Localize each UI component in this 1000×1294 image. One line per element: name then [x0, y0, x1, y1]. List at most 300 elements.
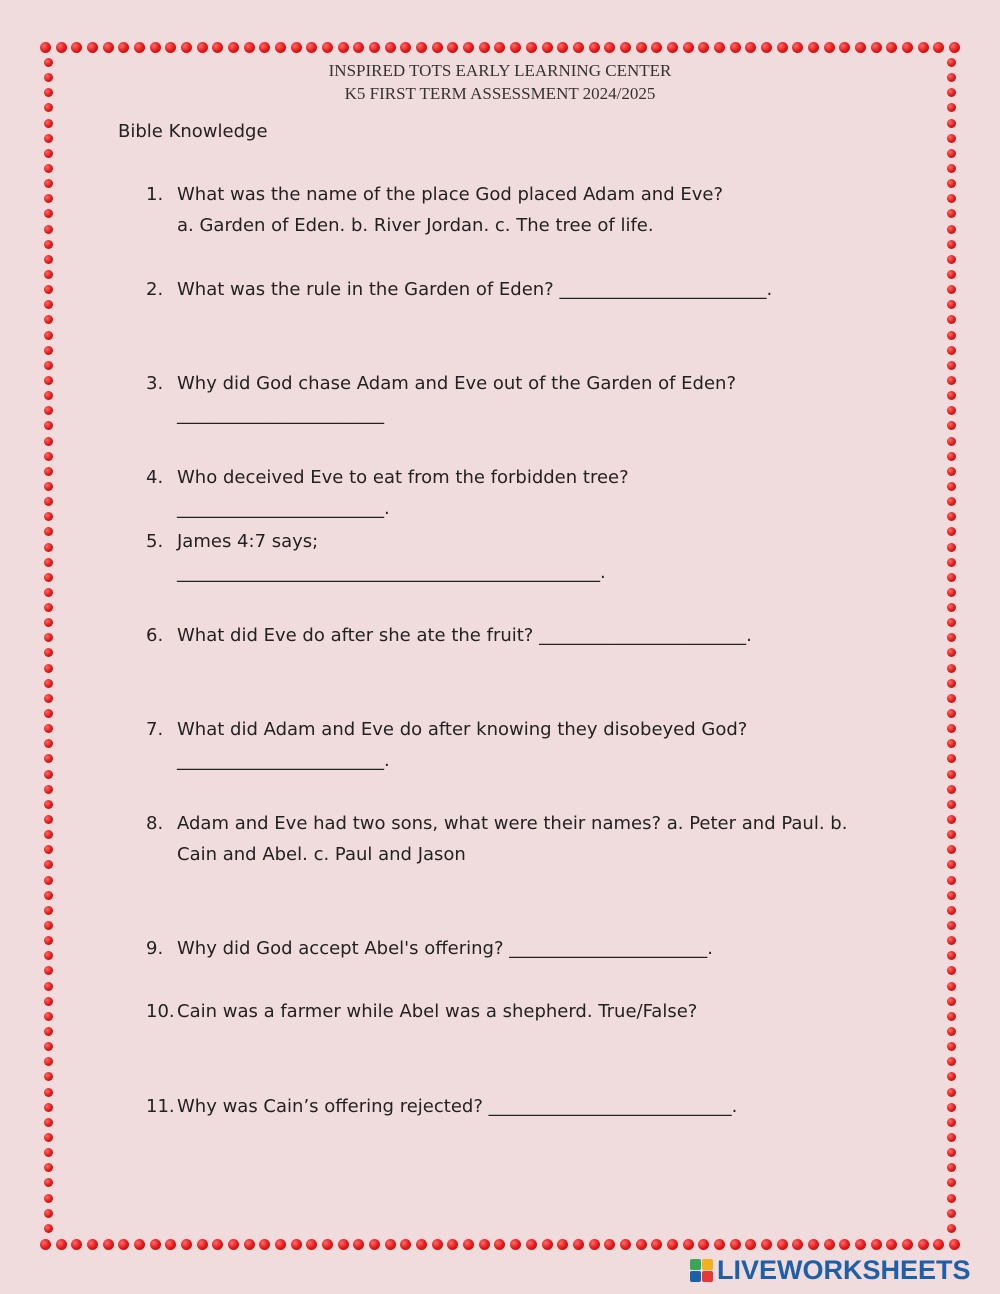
question-text: Why did God accept Abel's offering? ______________________.: [177, 938, 713, 959]
border-bead: [44, 1012, 53, 1021]
border-bead: [683, 1239, 694, 1250]
border-bead: [947, 255, 956, 264]
border-bead: [463, 42, 474, 53]
border-bead: [44, 860, 53, 869]
question-text: Who deceived Eve to eat from the forbidden tree?: [177, 467, 629, 488]
border-bead: [947, 951, 956, 960]
question-number: 3.: [146, 373, 164, 394]
question-text: Why was Cain’s offering rejected? ___________________________.: [177, 1096, 738, 1117]
border-bead: [44, 1209, 53, 1218]
border-bead: [44, 467, 53, 476]
border-bead: [933, 1239, 944, 1250]
border-bead: [947, 966, 956, 975]
border-bead: [947, 906, 956, 915]
border-bead: [947, 754, 956, 763]
border-bead: [683, 42, 694, 53]
border-bead: [369, 42, 380, 53]
border-bead: [871, 42, 882, 53]
border-bead: [44, 664, 53, 673]
border-bead: [947, 270, 956, 279]
border-bead: [947, 315, 956, 324]
question-2: [146, 274, 866, 305]
border-bead: [463, 1239, 474, 1250]
question-number: 10.: [146, 1001, 175, 1022]
border-bead: [212, 42, 223, 53]
border-bead: [871, 1239, 882, 1250]
border-bead: [947, 225, 956, 234]
border-bead: [322, 1239, 333, 1250]
border-bead: [886, 42, 897, 53]
border-bead: [44, 527, 53, 536]
bottom-bead-border: [40, 1237, 960, 1251]
border-bead: [44, 452, 53, 461]
question-number: 11.: [146, 1096, 175, 1117]
border-bead: [432, 42, 443, 53]
border-bead: [44, 134, 53, 143]
liveworksheets-logo: [690, 1254, 971, 1286]
border-bead: [947, 376, 956, 385]
border-bead: [947, 285, 956, 294]
border-bead: [902, 1239, 913, 1250]
border-bead: [338, 42, 349, 53]
border-bead: [947, 830, 956, 839]
border-bead: [385, 42, 396, 53]
border-bead: [947, 876, 956, 885]
question-5: [146, 526, 866, 588]
border-bead: [651, 42, 662, 53]
border-bead: [479, 1239, 490, 1250]
border-bead: [947, 406, 956, 415]
border-bead: [44, 1178, 53, 1187]
border-bead: [947, 982, 956, 991]
border-bead: [44, 543, 53, 552]
border-bead: [44, 966, 53, 975]
border-bead: [947, 164, 956, 173]
border-bead: [573, 42, 584, 53]
border-bead: [947, 331, 956, 340]
question-text: What was the name of the place God placed Adam and Eve?: [177, 184, 724, 205]
border-bead: [947, 558, 956, 567]
border-bead: [824, 42, 835, 53]
border-bead: [947, 1178, 956, 1187]
border-bead: [338, 1239, 349, 1250]
border-bead: [44, 255, 53, 264]
border-bead: [636, 42, 647, 53]
border-bead: [44, 679, 53, 688]
border-bead: [494, 1239, 505, 1250]
border-bead: [44, 315, 53, 324]
border-bead: [44, 830, 53, 839]
border-bead: [447, 42, 458, 53]
border-bead: [947, 391, 956, 400]
border-bead: [44, 1088, 53, 1097]
border-bead: [714, 42, 725, 53]
border-bead: [667, 42, 678, 53]
border-bead: [730, 1239, 741, 1250]
border-bead: [886, 1239, 897, 1250]
border-bead: [947, 785, 956, 794]
border-bead: [44, 240, 53, 249]
border-bead: [947, 1209, 956, 1218]
border-bead: [947, 1163, 956, 1172]
border-bead: [44, 815, 53, 824]
question-text: Cain was a farmer while Abel was a shepherd. True/False?: [177, 1001, 698, 1022]
border-bead: [385, 1239, 396, 1250]
border-bead: [44, 331, 53, 340]
border-bead: [947, 421, 956, 430]
border-bead: [40, 1239, 51, 1250]
border-bead: [44, 164, 53, 173]
border-bead: [947, 573, 956, 582]
border-bead: [44, 225, 53, 234]
border-bead: [44, 648, 53, 657]
border-bead: [947, 694, 956, 703]
border-bead: [44, 194, 53, 203]
question-text: James 4:7 says;: [177, 531, 319, 552]
border-bead: [947, 497, 956, 506]
answer-options: Cain and Abel. c. Paul and Jason: [177, 844, 466, 865]
border-bead: [165, 1239, 176, 1250]
border-bead: [947, 997, 956, 1006]
border-bead: [134, 1239, 145, 1250]
border-bead: [589, 42, 600, 53]
subject-heading: Bible Knowledge: [118, 121, 268, 142]
question-1: [146, 179, 866, 241]
border-bead: [44, 1224, 53, 1233]
border-bead: [44, 633, 53, 642]
answer-blank[interactable]: _______________________: [177, 404, 384, 425]
question-7: [146, 714, 866, 776]
border-bead: [40, 42, 51, 53]
border-bead: [636, 1239, 647, 1250]
border-bead: [918, 42, 929, 53]
border-bead: [947, 300, 956, 309]
border-bead: [792, 42, 803, 53]
border-bead: [620, 42, 631, 53]
border-bead: [71, 1239, 82, 1250]
border-bead: [44, 1103, 53, 1112]
question-text: What did Eve do after she ate the fruit? _______________________.: [177, 625, 752, 646]
border-bead: [947, 860, 956, 869]
border-bead: [947, 119, 956, 128]
border-bead: [777, 1239, 788, 1250]
border-bead: [44, 1133, 53, 1142]
border-bead: [761, 1239, 772, 1250]
border-bead: [44, 1163, 53, 1172]
border-bead: [792, 1239, 803, 1250]
border-bead: [118, 1239, 129, 1250]
border-bead: [947, 936, 956, 945]
border-bead: [291, 1239, 302, 1250]
border-bead: [698, 42, 709, 53]
border-bead: [947, 1027, 956, 1036]
border-bead: [322, 42, 333, 53]
border-bead: [947, 346, 956, 355]
border-bead: [103, 42, 114, 53]
border-bead: [44, 1057, 53, 1066]
border-bead: [947, 134, 956, 143]
border-bead: [947, 1118, 956, 1127]
border-bead: [947, 1224, 956, 1233]
question-number: 6.: [146, 625, 164, 646]
liveworksheets-logo-text: LIVEWORKSHEETS: [717, 1254, 971, 1285]
border-bead: [306, 42, 317, 53]
border-bead: [526, 1239, 537, 1250]
border-bead: [44, 845, 53, 854]
border-bead: [947, 1012, 956, 1021]
border-bead: [947, 512, 956, 521]
school-name: INSPIRED TOTS EARLY LEARNING CENTER: [328, 61, 672, 80]
border-bead: [44, 754, 53, 763]
border-bead: [494, 42, 505, 53]
border-bead: [44, 209, 53, 218]
border-bead: [947, 709, 956, 718]
border-bead: [947, 437, 956, 446]
question-9: [146, 933, 866, 964]
border-bead: [44, 1042, 53, 1051]
border-bead: [400, 42, 411, 53]
border-bead: [291, 42, 302, 53]
border-bead: [730, 42, 741, 53]
border-bead: [71, 42, 82, 53]
border-bead: [714, 1239, 725, 1250]
border-bead: [947, 361, 956, 370]
border-bead: [947, 194, 956, 203]
border-bead: [181, 42, 192, 53]
border-bead: [228, 42, 239, 53]
border-bead: [44, 497, 53, 506]
border-bead: [44, 770, 53, 779]
border-bead: [44, 1194, 53, 1203]
border-bead: [479, 42, 490, 53]
border-bead: [369, 1239, 380, 1250]
border-bead: [44, 421, 53, 430]
border-bead: [44, 709, 53, 718]
border-bead: [44, 119, 53, 128]
border-bead: [44, 512, 53, 521]
border-bead: [947, 891, 956, 900]
border-bead: [542, 1239, 553, 1250]
border-bead: [947, 603, 956, 612]
answer-blank[interactable]: _______________________.: [177, 750, 390, 771]
question-4: [146, 462, 866, 524]
question-10: [146, 996, 866, 1027]
border-bead: [44, 785, 53, 794]
question-text: What did Adam and Eve do after knowing they disobeyed God?: [177, 719, 748, 740]
border-bead: [947, 1148, 956, 1157]
border-bead: [947, 1103, 956, 1112]
border-bead: [947, 543, 956, 552]
border-bead: [44, 876, 53, 885]
border-bead: [353, 42, 364, 53]
answer-blank[interactable]: _______________________.: [177, 498, 390, 519]
border-bead: [947, 770, 956, 779]
border-bead: [44, 406, 53, 415]
border-bead: [212, 1239, 223, 1250]
liveworksheets-logo-icon: [690, 1259, 713, 1282]
border-bead: [44, 724, 53, 733]
border-bead: [150, 1239, 161, 1250]
question-number: 9.: [146, 938, 164, 959]
border-bead: [947, 664, 956, 673]
border-bead: [902, 42, 913, 53]
border-bead: [44, 300, 53, 309]
border-bead: [855, 1239, 866, 1250]
border-bead: [44, 1118, 53, 1127]
border-bead: [620, 1239, 631, 1250]
border-bead: [44, 437, 53, 446]
border-bead: [589, 1239, 600, 1250]
border-bead: [604, 1239, 615, 1250]
border-bead: [947, 800, 956, 809]
border-bead: [947, 1057, 956, 1066]
border-bead: [44, 982, 53, 991]
border-bead: [947, 618, 956, 627]
border-bead: [947, 1133, 956, 1142]
border-bead: [947, 921, 956, 930]
border-bead: [353, 1239, 364, 1250]
border-bead: [947, 452, 956, 461]
border-bead: [947, 209, 956, 218]
border-bead: [947, 1042, 956, 1051]
border-bead: [44, 1072, 53, 1081]
border-bead: [573, 1239, 584, 1250]
border-bead: [197, 1239, 208, 1250]
question-3: [146, 368, 866, 430]
border-bead: [745, 42, 756, 53]
border-bead: [44, 573, 53, 582]
border-bead: [44, 739, 53, 748]
border-bead: [947, 724, 956, 733]
border-bead: [44, 149, 53, 158]
border-bead: [557, 42, 568, 53]
border-bead: [667, 1239, 678, 1250]
border-bead: [761, 42, 772, 53]
border-bead: [839, 1239, 850, 1250]
border-bead: [510, 1239, 521, 1250]
border-bead: [259, 1239, 270, 1250]
border-bead: [181, 1239, 192, 1250]
assessment-title: K5 FIRST TERM ASSESSMENT 2024/2025: [344, 84, 656, 103]
border-bead: [150, 42, 161, 53]
border-bead: [947, 467, 956, 476]
border-bead: [275, 42, 286, 53]
border-bead: [118, 42, 129, 53]
border-bead: [56, 42, 67, 53]
border-bead: [855, 42, 866, 53]
border-bead: [947, 648, 956, 657]
border-bead: [777, 42, 788, 53]
border-bead: [56, 1239, 67, 1250]
border-bead: [44, 936, 53, 945]
question-number: 8.: [146, 813, 164, 834]
border-bead: [44, 951, 53, 960]
border-bead: [259, 42, 270, 53]
border-bead: [432, 1239, 443, 1250]
border-bead: [87, 1239, 98, 1250]
border-bead: [947, 1088, 956, 1097]
question-text: Adam and Eve had two sons, what were their names? a. Peter and Paul. b.: [177, 813, 848, 834]
border-bead: [416, 42, 427, 53]
question-number: 5.: [146, 531, 164, 552]
question-text: Why did God chase Adam and Eve out of the Garden of Eden?: [177, 373, 737, 394]
border-bead: [244, 42, 255, 53]
border-bead: [306, 1239, 317, 1250]
border-bead: [651, 1239, 662, 1250]
border-bead: [44, 588, 53, 597]
border-bead: [44, 603, 53, 612]
border-bead: [44, 376, 53, 385]
question-8: [146, 808, 866, 870]
border-bead: [947, 482, 956, 491]
left-bead-border: [42, 58, 54, 1233]
question-number: 1.: [146, 184, 164, 205]
border-bead: [947, 240, 956, 249]
question-text: What was the rule in the Garden of Eden? _______________________.: [177, 279, 773, 300]
border-bead: [44, 997, 53, 1006]
border-bead: [949, 1239, 960, 1250]
border-bead: [44, 906, 53, 915]
border-bead: [542, 42, 553, 53]
border-bead: [698, 1239, 709, 1250]
border-bead: [165, 42, 176, 53]
border-bead: [44, 921, 53, 930]
question-number: 7.: [146, 719, 164, 740]
border-bead: [947, 1194, 956, 1203]
border-bead: [400, 1239, 411, 1250]
border-bead: [918, 1239, 929, 1250]
border-bead: [228, 1239, 239, 1250]
answer-blank[interactable]: _______________________________________________.: [177, 562, 606, 583]
border-bead: [416, 1239, 427, 1250]
border-bead: [947, 149, 956, 158]
border-bead: [87, 42, 98, 53]
border-bead: [745, 1239, 756, 1250]
border-bead: [808, 1239, 819, 1250]
border-bead: [933, 42, 944, 53]
border-bead: [947, 179, 956, 188]
border-bead: [947, 845, 956, 854]
border-bead: [947, 633, 956, 642]
border-bead: [808, 42, 819, 53]
border-bead: [275, 1239, 286, 1250]
border-bead: [44, 1027, 53, 1036]
border-bead: [947, 739, 956, 748]
border-bead: [947, 679, 956, 688]
border-bead: [824, 1239, 835, 1250]
question-11: [146, 1091, 866, 1122]
border-bead: [526, 42, 537, 53]
border-bead: [44, 891, 53, 900]
border-bead: [604, 42, 615, 53]
border-bead: [44, 482, 53, 491]
border-bead: [947, 815, 956, 824]
border-bead: [44, 558, 53, 567]
border-bead: [947, 527, 956, 536]
border-bead: [134, 42, 145, 53]
question-number: 2.: [146, 279, 164, 300]
border-bead: [44, 270, 53, 279]
border-bead: [44, 800, 53, 809]
border-bead: [447, 1239, 458, 1250]
border-bead: [103, 1239, 114, 1250]
border-bead: [44, 361, 53, 370]
answer-options: a. Garden of Eden. b. River Jordan. c. The tree of life.: [177, 215, 654, 236]
border-bead: [510, 42, 521, 53]
border-bead: [44, 694, 53, 703]
border-bead: [44, 179, 53, 188]
border-bead: [949, 42, 960, 53]
